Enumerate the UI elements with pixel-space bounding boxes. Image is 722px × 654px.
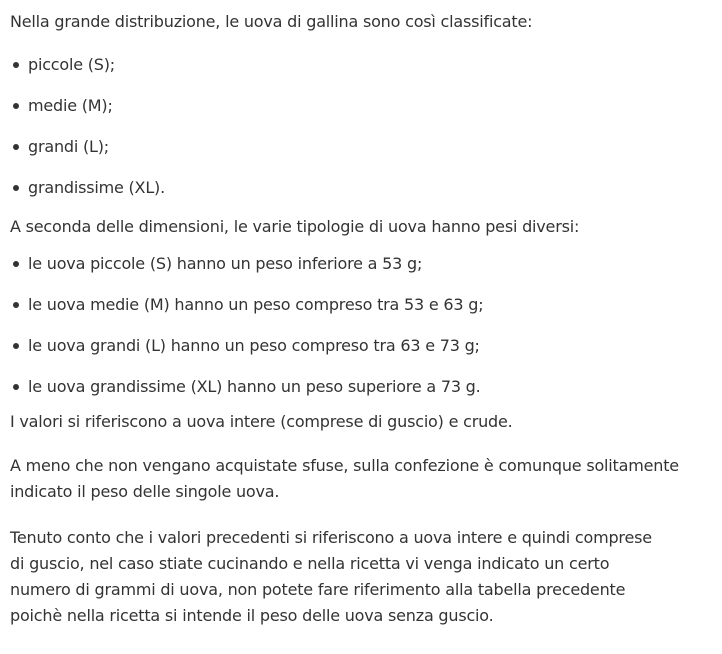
text-line: indicato il peso delle singole uova.	[10, 482, 280, 501]
intro-paragraph: Nella grande distribuzione, le uova di gallina sono così classificate:	[10, 12, 533, 31]
bullet-icon	[13, 261, 19, 267]
text-line: di guscio, nel caso stiate cucinando e nella ricetta vi venga indicato un certo	[10, 554, 610, 573]
note-paragraph: I valori si riferiscono a uova intere (comprese di guscio) e crude.	[10, 412, 513, 431]
bullet-icon	[13, 384, 19, 390]
bullet-icon	[13, 144, 19, 150]
list-item	[10, 167, 722, 208]
list-item	[10, 126, 722, 167]
list-item-text: le uova medie (M) hanno un peso compreso tra 53 e 63 g;	[28, 295, 484, 314]
list-item	[10, 284, 722, 325]
list-item-text: grandi (L);	[28, 137, 109, 156]
bullet-icon	[13, 302, 19, 308]
text-line: A meno che non vengano acquistate sfuse, sulla confezione è comunque solitamente	[10, 456, 679, 475]
list-item-text: piccole (S);	[28, 55, 115, 74]
egg-size-list	[10, 44, 722, 208]
text-line: poichè nella ricetta si intende il peso delle uova senza guscio.	[10, 606, 494, 625]
list-item-text: le uova piccole (S) hanno un peso inferiore a 53 g;	[28, 254, 423, 273]
egg-weight-list	[10, 243, 722, 407]
list-item	[10, 243, 722, 284]
list-item-text: le uova grandissime (XL) hanno un peso superiore a 73 g.	[28, 377, 481, 396]
list-item-text: grandissime (XL).	[28, 178, 165, 197]
list-item	[10, 44, 722, 85]
list-item-text: le uova grandi (L) hanno un peso compreso tra 63 e 73 g;	[28, 336, 480, 355]
text-line: numero di grammi di uova, non potete fare riferimento alla tabella precedente	[10, 580, 626, 599]
list-item	[10, 366, 722, 407]
text-line: Tenuto conto che i valori precedenti si riferiscono a uova intere e quindi comprese	[10, 528, 652, 547]
list-item-text: medie (M);	[28, 96, 113, 115]
bullet-icon	[13, 343, 19, 349]
weights-intro-paragraph: A seconda delle dimensioni, le varie tipologie di uova hanno pesi diversi:	[10, 217, 580, 236]
packaging-paragraph	[10, 453, 722, 505]
list-item	[10, 85, 722, 126]
bullet-icon	[13, 185, 19, 191]
bullet-icon	[13, 62, 19, 68]
explanation-paragraph	[10, 525, 722, 629]
bullet-icon	[13, 103, 19, 109]
list-item	[10, 325, 722, 366]
